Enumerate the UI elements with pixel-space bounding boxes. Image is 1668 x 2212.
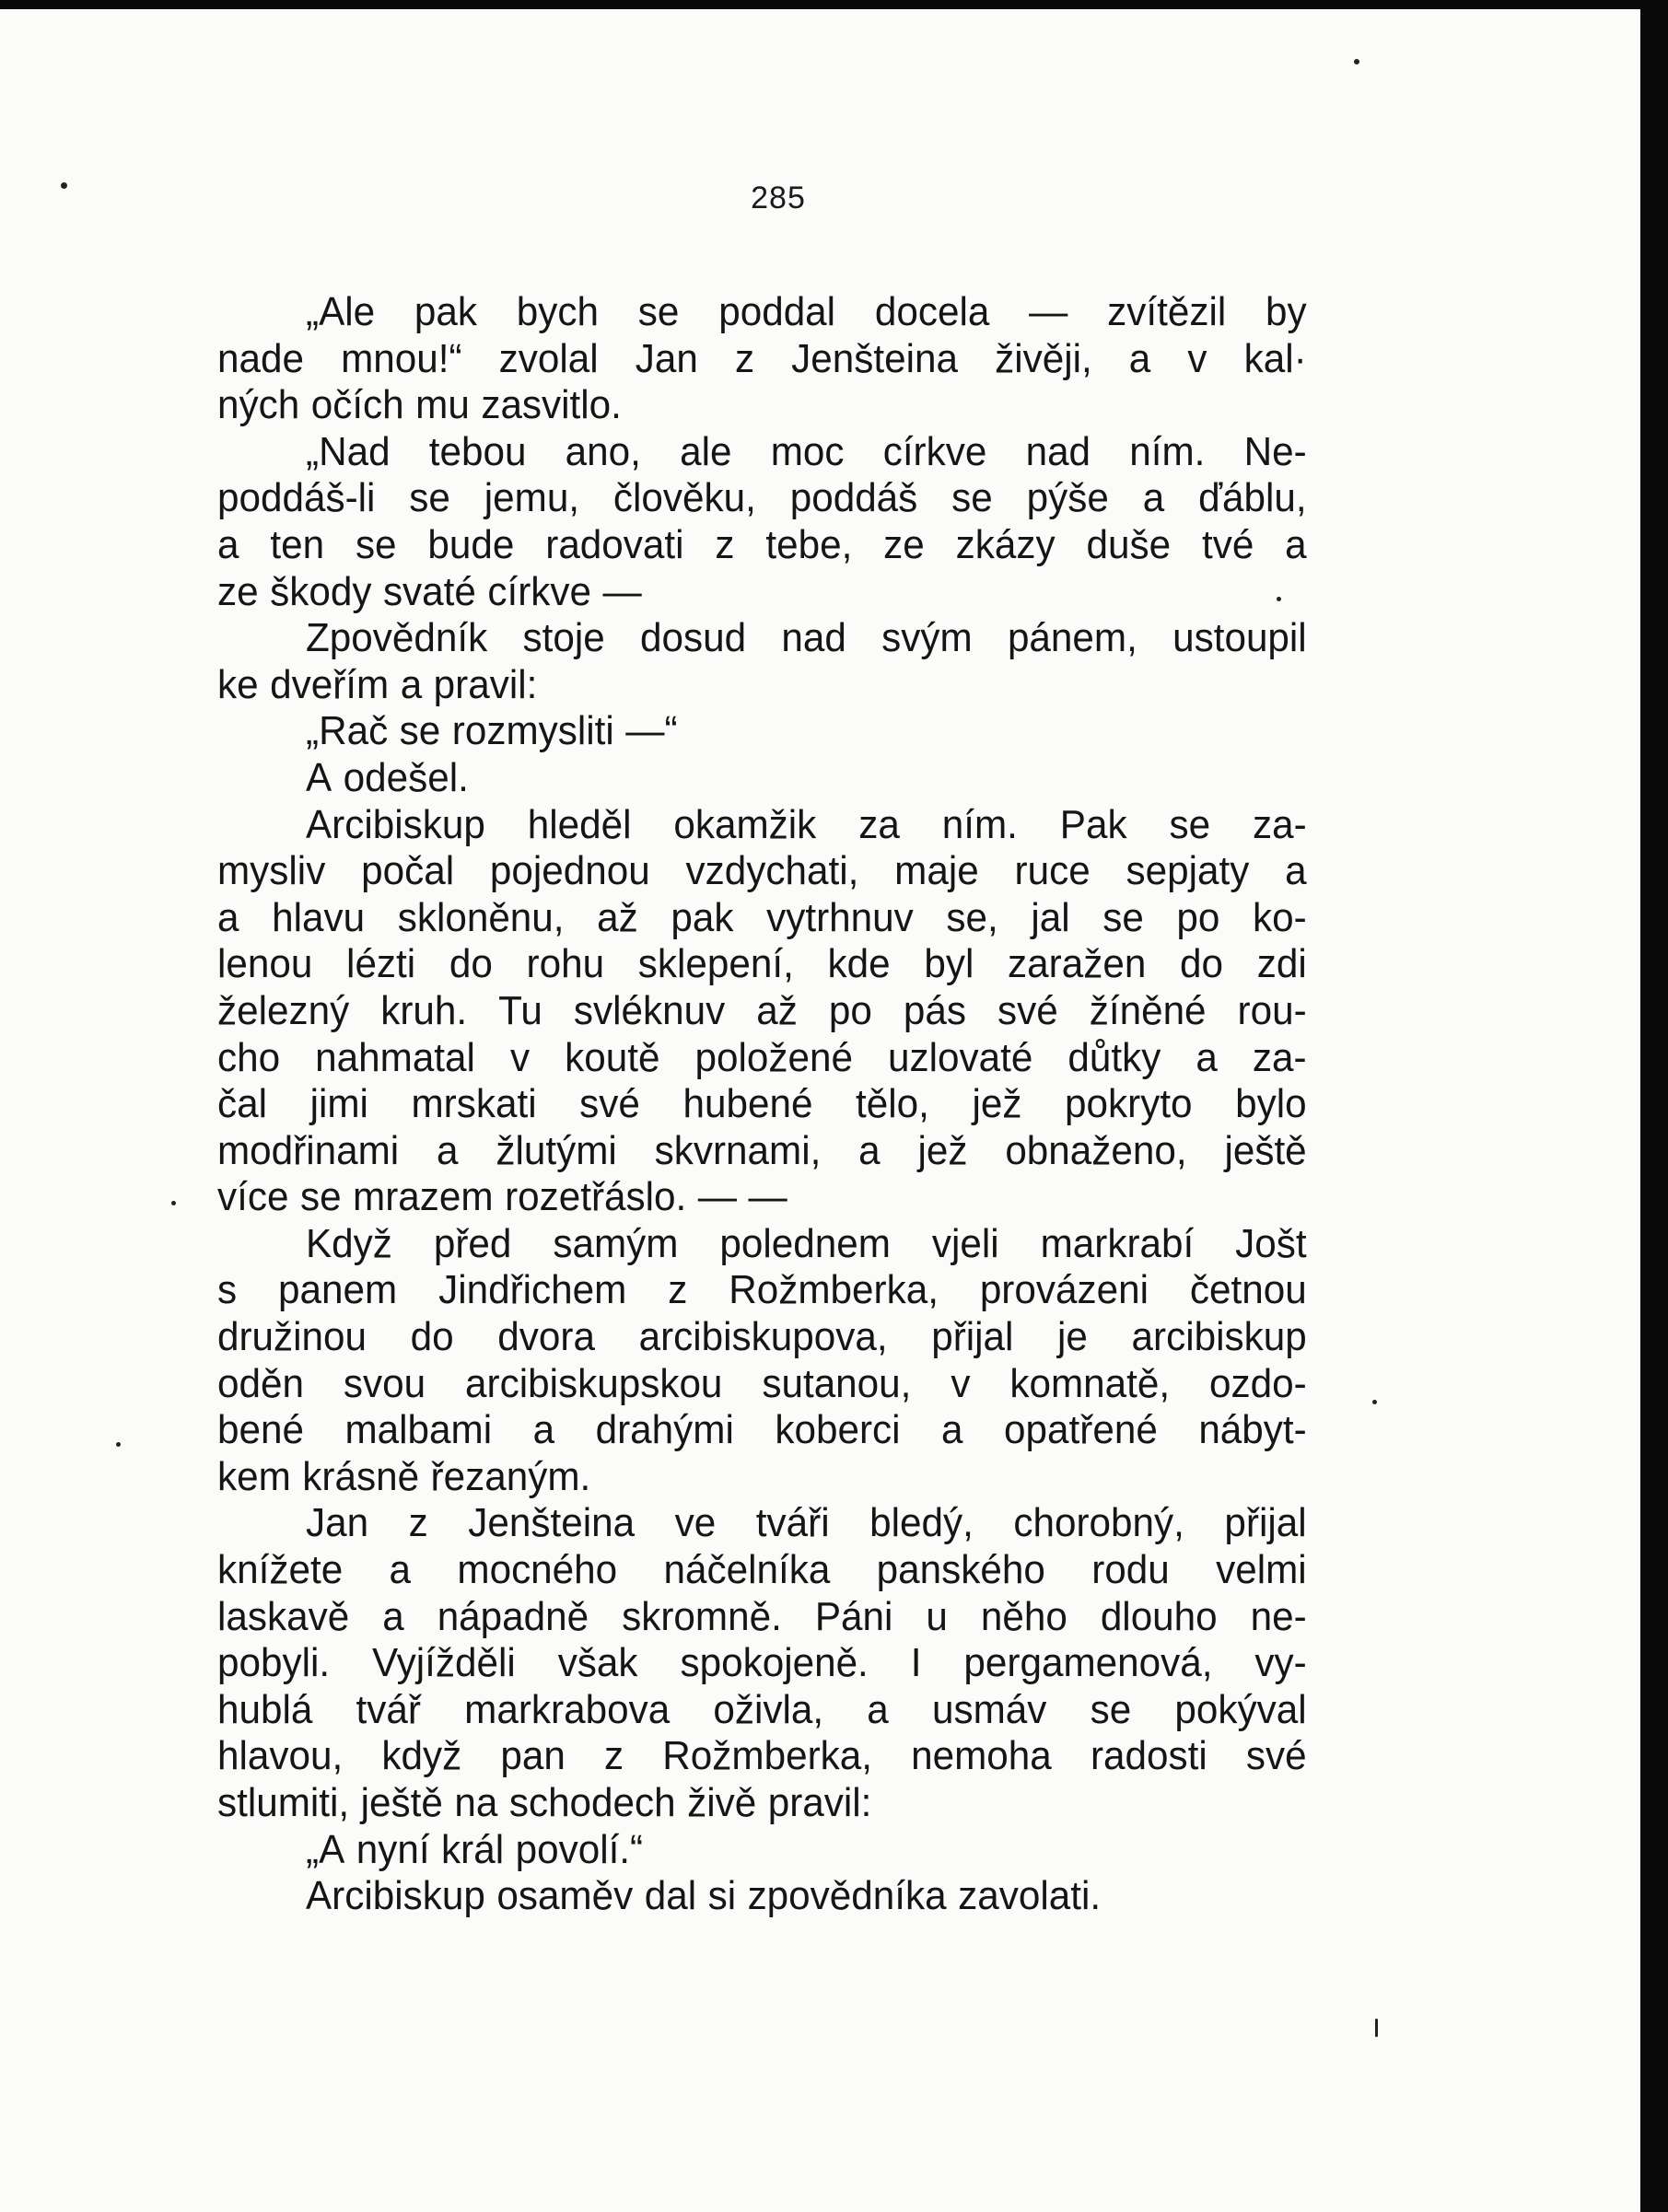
text-line: poddáš-li se jemu, člověku, poddáš se pýše a ďáblu, (217, 475, 1307, 521)
text-line: „A nyní král povolí.“ (306, 1826, 644, 1872)
scan-speck (1375, 2019, 1378, 2037)
scan-speck (1354, 59, 1359, 64)
text-line: ke dveřím a pravil: (217, 661, 538, 707)
text-line: s panem Jindřichem z Rožmberka, provázeni četnou (217, 1267, 1307, 1313)
scan-speck (171, 1201, 176, 1205)
text-line: bené malbami a drahými koberci a opatřené nábyt- (217, 1407, 1307, 1453)
scan-speck (1372, 1400, 1377, 1404)
text-line: „Nad tebou ano, ale moc církve nad ním. Ne- (306, 428, 1307, 474)
text-line: „Ale pak bych se poddal docela — zvítězil by (306, 289, 1307, 334)
text-line: více se mrazem rozetřáslo. — — (217, 1174, 787, 1220)
text-line: Arcibiskup hleděl okamžik za ním. Pak se za- (306, 801, 1307, 847)
text-line: lenou lézti do rohu sklepení, kde byl zaražen do zdi (217, 941, 1307, 987)
text-line: kem krásně řezaným. (217, 1453, 591, 1499)
text-line: stlumiti, ještě na schodech živě pravil: (217, 1780, 872, 1825)
text-line: mysliv počal pojednou vzdychati, maje ruce sepjaty a (217, 848, 1307, 894)
text-line: hlavou, když pan z Rožmberka, nemoha radosti své (217, 1733, 1307, 1779)
text-line: „Rač se rozmysliti —“ (306, 708, 678, 754)
text-line: pobyli. Vyjížděli však spokojeně. I pergamenová, vy- (217, 1640, 1307, 1686)
text-line: Zpovědník stoje dosud nad svým pánem, ustoupil (306, 615, 1307, 661)
text-line: oděn svou arcibiskupskou sutanou, v komnatě, ozdo- (217, 1360, 1307, 1406)
text-line: a hlavu skloněnu, až pak vytrhnuv se, jal se po ko- (217, 894, 1307, 940)
text-line: ze škody svaté církve — (217, 568, 642, 614)
text-line: laskavě a nápadně skromně. Páni u něho dlouho ne- (217, 1593, 1307, 1639)
text-line: cho nahmatal v koutě položené uzlovaté důtky a za- (217, 1034, 1307, 1080)
body-text (217, 289, 1307, 1920)
text-line: A odešel. (306, 754, 469, 800)
text-line: modřinami a žlutými skvrnami, a jež obnaženo, ještě (217, 1127, 1307, 1173)
text-line: a ten se bude radovati z tebe, ze zkázy duše tvé a (217, 521, 1307, 567)
text-line: ných očích mu zasvitlo. (217, 382, 622, 428)
text-line: čal jimi mrskati své hubené tělo, jež pokryto bylo (217, 1081, 1307, 1127)
page-number: 285 (751, 180, 806, 215)
text-line: Jan z Jenšteina ve tváři bledý, chorobný, přijal (306, 1500, 1307, 1546)
text-line: knížete a mocného náčelníka panského rodu velmi (217, 1547, 1307, 1593)
scan-border-top (0, 0, 1668, 9)
text-line: nade mnou!“ zvolal Jan z Jenšteina živěji, a v kal· (217, 335, 1307, 381)
text-line: železný kruh. Tu svléknuv až po pás své žíněné rou- (217, 987, 1307, 1033)
scan-border-right (1640, 0, 1668, 2212)
text-line: Arcibiskup osaměv dal si zpovědníka zavolati. (306, 1873, 1102, 1919)
text-line: družinou do dvora arcibiskupova, přijal je arcibiskup (217, 1314, 1307, 1360)
text-line: Když před samým polednem vjeli markrabí Jošt (306, 1220, 1307, 1266)
text-line: hublá tvář markrabova oživla, a usmáv se pokýval (217, 1686, 1307, 1732)
scan-speck (116, 1442, 121, 1447)
